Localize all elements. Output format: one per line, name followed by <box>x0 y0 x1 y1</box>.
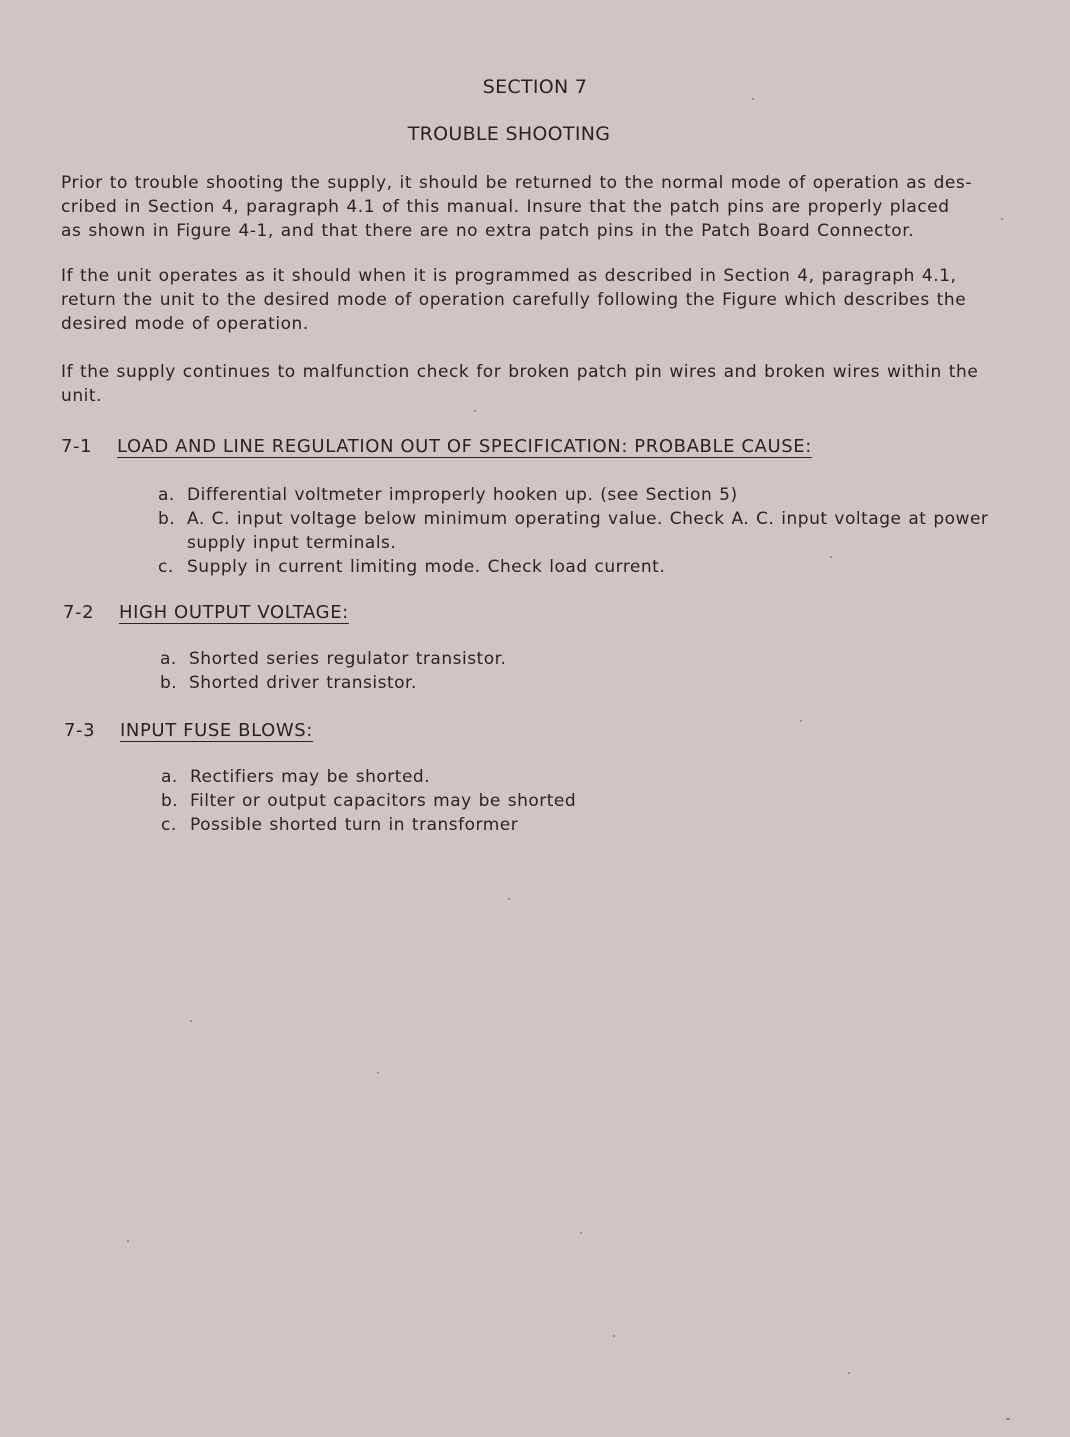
paper-speck <box>848 1372 850 1374</box>
intro-paragraph-3 <box>61 360 979 408</box>
paper-speck <box>752 98 754 100</box>
item-letter: a. <box>160 649 177 669</box>
list-item <box>158 555 1018 579</box>
item-text: Possible shorted turn in transformer <box>190 815 519 835</box>
item-text: Shorted series regulator transistor. <box>189 649 507 669</box>
list-item <box>160 647 1020 671</box>
paper-speck <box>800 720 802 722</box>
list-item <box>161 813 1021 837</box>
section-7-1-causes <box>158 483 1018 579</box>
item-text: Supply in current limiting mode. Check load current. <box>187 557 666 577</box>
item-text: Shorted driver transistor. <box>189 673 417 693</box>
list-item <box>158 483 1018 507</box>
section-title: TROUBLE SHOOTING <box>407 123 611 145</box>
list-item <box>161 765 1021 789</box>
list-item <box>158 507 1018 555</box>
paragraph-line: If the unit operates as it should when it is programmed as described in Section 4, paragraph 4.1, <box>61 266 957 286</box>
paragraph-line: Prior to trouble shooting the supply, it should be returned to the normal mode of operation as des- <box>61 173 973 193</box>
paper-speck <box>190 1020 192 1022</box>
paragraph-line: If the supply continues to malfunction check for broken patch pin wires and broken wires within the <box>61 362 979 382</box>
paper-speck <box>1001 218 1003 220</box>
paper-speck <box>508 898 510 900</box>
item-letter: c. <box>161 815 177 835</box>
paragraph-line: desired mode of operation. <box>61 314 309 334</box>
paper-speck <box>127 1240 129 1242</box>
item-letter: a. <box>161 767 178 787</box>
item-text: Differential voltmeter improperly hooken up. (see Section 5) <box>187 485 738 505</box>
item-text-continued: supply input terminals. <box>187 533 397 553</box>
list-item <box>160 671 1020 695</box>
paper-speck <box>580 1232 582 1234</box>
section-title: HIGH OUTPUT VOLTAGE: <box>119 602 349 623</box>
intro-paragraph-2 <box>61 264 967 336</box>
intro-paragraph-1 <box>61 171 973 243</box>
item-letter: b. <box>161 791 179 811</box>
list-item <box>161 789 1021 813</box>
item-text: A. C. input voltage below minimum operating value. Check A. C. input voltage at power <box>187 509 989 529</box>
item-letter: a. <box>158 485 175 505</box>
item-letter: c. <box>158 557 174 577</box>
paper-speck <box>1006 1418 1010 1420</box>
item-letter: b. <box>158 509 176 529</box>
section-number: 7-3 <box>64 720 96 741</box>
paper-speck <box>613 1335 615 1337</box>
section-7-3-causes <box>161 765 1021 837</box>
paragraph-line: as shown in Figure 4-1, and that there are no extra patch pins in the Patch Board Connector. <box>61 221 915 241</box>
section-title: INPUT FUSE BLOWS: <box>120 720 313 741</box>
paragraph-line: return the unit to the desired mode of operation carefully following the Figure which describes the <box>61 290 967 310</box>
section-heading: SECTION 7 <box>482 76 588 98</box>
item-text: Filter or output capacitors may be shorted <box>190 791 577 811</box>
paper-speck <box>474 410 476 412</box>
paragraph-line: cribed in Section 4, paragraph 4.1 of this manual. Insure that the patch pins are properly placed <box>61 197 950 217</box>
section-number: 7-2 <box>63 602 95 623</box>
section-number: 7-1 <box>61 436 93 457</box>
section-7-2-causes <box>160 647 1020 695</box>
item-letter: b. <box>160 673 178 693</box>
paper-speck <box>830 556 832 558</box>
item-text: Rectifiers may be shorted. <box>190 767 431 787</box>
paragraph-line: unit. <box>61 386 103 406</box>
section-title: LOAD AND LINE REGULATION OUT OF SPECIFICATION: PROBABLE CAUSE: <box>117 436 812 457</box>
paper-speck <box>377 1072 379 1074</box>
